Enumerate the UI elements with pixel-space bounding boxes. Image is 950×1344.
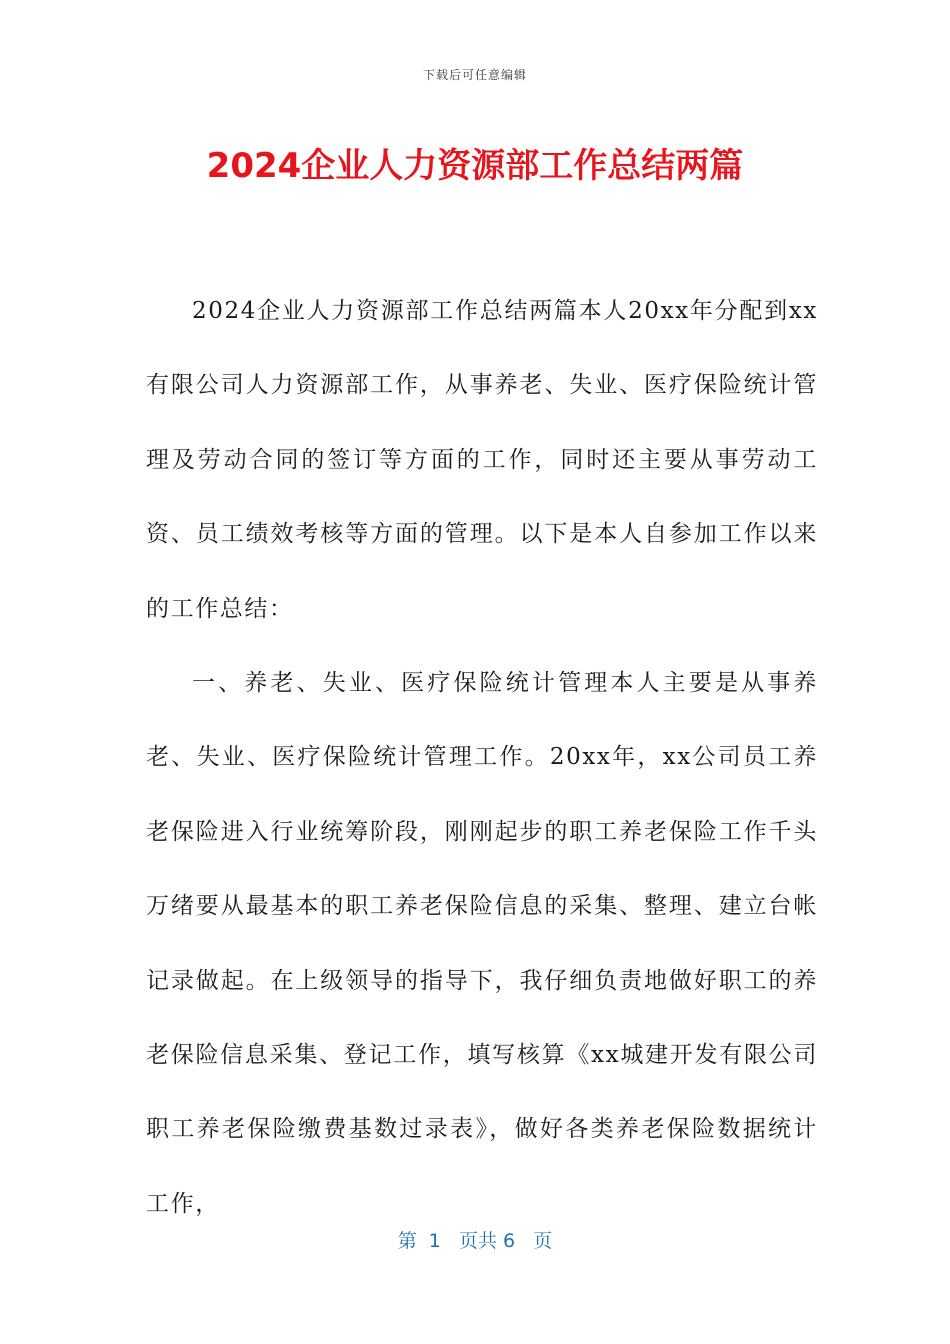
paragraph-section-one: 一、养老、失业、医疗保险统计管理本人主要是从事养老、失业、医疗保险统计管理工作。20xx年，xx公司员工养老保险进入行业统筹阶段，刚刚起步的职工养老保险工作千头万绪要从最基本的职工养老保险信息的采集、整理、建立台帐记录做起。在上级领导的指导下，我仔细负责地做好职工的养老保险信息采集、登记工作，填写核算《xx城建开发有限公司职工养老保险缴费基数过录表》，做好各类养老保险数据统计工作， [146, 670, 818, 1217]
paragraph-intro: 2024企业人力资源部工作总结两篇本人20xx年分配到xx有限公司人力资源部工作，从事养老、失业、医疗保险统计管理及劳动合同的签订等方面的工作，同时还主要从事劳动工资、员工绩效考核等方面的管理。以下是本人自参加工作以来的工作总结： [146, 298, 818, 622]
document-title: 2024企业人力资源部工作总结两篇 [206, 146, 744, 186]
header-note: 下载后可任意编辑 [422, 68, 527, 82]
page-footer: 第 1 页共 6 页 [397, 1230, 553, 1252]
document-body [146, 274, 818, 1241]
